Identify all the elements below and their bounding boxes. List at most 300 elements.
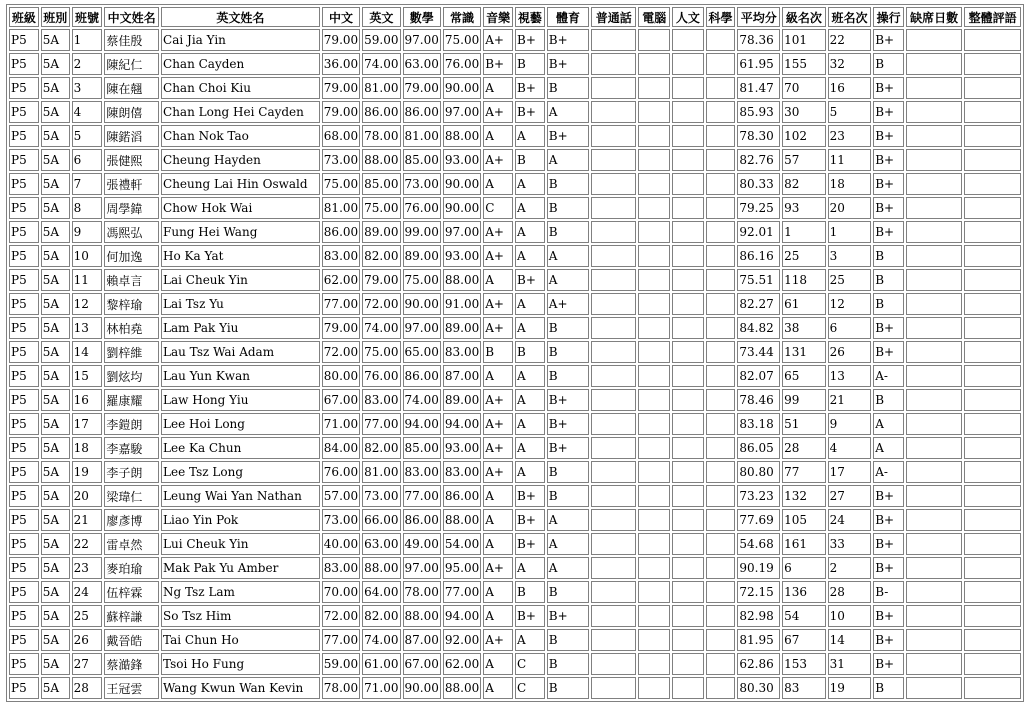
cell-chinese-score: 79.00 bbox=[322, 101, 360, 123]
header-average-score: 平均分 bbox=[737, 7, 780, 27]
cell-overall-comment bbox=[964, 413, 1021, 435]
cell-humanities-grade bbox=[672, 173, 704, 195]
cell-average-score: 82.27 bbox=[737, 293, 780, 315]
cell-absent-days bbox=[906, 317, 962, 339]
cell-class-level: P5 bbox=[9, 221, 39, 243]
cell-class-group: 5A bbox=[41, 221, 70, 243]
cell-putonghua-grade bbox=[591, 77, 636, 99]
cell-class-level: P5 bbox=[9, 341, 39, 363]
cell-english-score: 64.00 bbox=[362, 581, 400, 603]
cell-science-grade bbox=[706, 629, 736, 651]
cell-visual-arts-grade: A bbox=[515, 413, 545, 435]
cell-science-grade bbox=[706, 149, 736, 171]
cell-computer-grade bbox=[638, 77, 670, 99]
cell-absent-days bbox=[906, 533, 962, 555]
cell-chinese-name: 麥珀瑜 bbox=[104, 557, 159, 579]
cell-computer-grade bbox=[638, 677, 670, 699]
cell-general-studies-score: 90.00 bbox=[443, 173, 481, 195]
cell-english-name: Leung Wai Yan Nathan bbox=[161, 485, 320, 507]
cell-computer-grade bbox=[638, 101, 670, 123]
cell-class-number: 22 bbox=[72, 533, 103, 555]
cell-chinese-score: 68.00 bbox=[322, 125, 360, 147]
cell-average-score: 86.16 bbox=[737, 245, 780, 267]
cell-average-score: 62.86 bbox=[737, 653, 780, 675]
cell-pe-grade: B bbox=[547, 77, 589, 99]
cell-science-grade bbox=[706, 485, 736, 507]
cell-average-score: 78.30 bbox=[737, 125, 780, 147]
cell-general-studies-score: 93.00 bbox=[443, 245, 481, 267]
cell-putonghua-grade bbox=[591, 53, 636, 75]
cell-average-score: 90.19 bbox=[737, 557, 780, 579]
cell-english-name: Liao Yin Pok bbox=[161, 509, 320, 531]
cell-class-group: 5A bbox=[41, 413, 70, 435]
cell-class-group: 5A bbox=[41, 365, 70, 387]
cell-general-studies-score: 54.00 bbox=[443, 533, 481, 555]
cell-general-studies-score: 94.00 bbox=[443, 605, 481, 627]
cell-form-rank: 61 bbox=[782, 293, 826, 315]
cell-class-level: P5 bbox=[9, 149, 39, 171]
cell-math-score: 89.00 bbox=[403, 245, 441, 267]
table-row bbox=[9, 317, 1021, 339]
cell-putonghua-grade bbox=[591, 149, 636, 171]
cell-putonghua-grade bbox=[591, 485, 636, 507]
cell-average-score: 86.05 bbox=[737, 437, 780, 459]
cell-putonghua-grade bbox=[591, 29, 636, 51]
cell-pe-grade: A bbox=[547, 269, 589, 291]
cell-visual-arts-grade: A bbox=[515, 245, 545, 267]
cell-general-studies-score: 89.00 bbox=[443, 317, 481, 339]
table-row bbox=[9, 509, 1021, 531]
cell-class-rank: 10 bbox=[828, 605, 872, 627]
cell-class-number: 11 bbox=[72, 269, 103, 291]
cell-english-score: 74.00 bbox=[362, 53, 400, 75]
cell-conduct-grade: B bbox=[873, 53, 904, 75]
cell-humanities-grade bbox=[672, 53, 704, 75]
cell-class-number: 5 bbox=[72, 125, 103, 147]
cell-putonghua-grade bbox=[591, 461, 636, 483]
cell-chinese-name: 戴晉皓 bbox=[104, 629, 159, 651]
cell-music-grade: A bbox=[483, 653, 513, 675]
cell-computer-grade bbox=[638, 29, 670, 51]
cell-chinese-score: 76.00 bbox=[322, 461, 360, 483]
cell-class-number: 25 bbox=[72, 605, 103, 627]
cell-math-score: 90.00 bbox=[403, 293, 441, 315]
cell-science-grade bbox=[706, 365, 736, 387]
cell-class-number: 4 bbox=[72, 101, 103, 123]
cell-chinese-score: 86.00 bbox=[322, 221, 360, 243]
cell-pe-grade: B bbox=[547, 461, 589, 483]
cell-english-score: 82.00 bbox=[362, 605, 400, 627]
cell-general-studies-score: 76.00 bbox=[443, 53, 481, 75]
cell-english-name: Lee Hoi Long bbox=[161, 413, 320, 435]
header-overall-comment: 整體評語 bbox=[964, 7, 1021, 27]
cell-pe-grade: A bbox=[547, 245, 589, 267]
cell-class-level: P5 bbox=[9, 269, 39, 291]
cell-overall-comment bbox=[964, 197, 1021, 219]
cell-visual-arts-grade: B+ bbox=[515, 29, 545, 51]
cell-absent-days bbox=[906, 77, 962, 99]
table-row bbox=[9, 149, 1021, 171]
cell-putonghua-grade bbox=[591, 173, 636, 195]
cell-english-score: 72.00 bbox=[362, 293, 400, 315]
cell-putonghua-grade bbox=[591, 605, 636, 627]
cell-visual-arts-grade: A bbox=[515, 557, 545, 579]
cell-class-group: 5A bbox=[41, 29, 70, 51]
table-row bbox=[9, 197, 1021, 219]
cell-average-score: 72.15 bbox=[737, 581, 780, 603]
cell-computer-grade bbox=[638, 245, 670, 267]
cell-form-rank: 51 bbox=[782, 413, 826, 435]
cell-pe-grade: A bbox=[547, 101, 589, 123]
cell-class-number: 19 bbox=[72, 461, 103, 483]
cell-conduct-grade: A bbox=[873, 437, 904, 459]
cell-chinese-score: 72.00 bbox=[322, 341, 360, 363]
header-form-rank: 級名次 bbox=[782, 7, 826, 27]
cell-absent-days bbox=[906, 53, 962, 75]
cell-average-score: 81.47 bbox=[737, 77, 780, 99]
cell-math-score: 86.00 bbox=[403, 365, 441, 387]
cell-pe-grade: B+ bbox=[547, 125, 589, 147]
cell-class-level: P5 bbox=[9, 293, 39, 315]
cell-english-score: 75.00 bbox=[362, 341, 400, 363]
cell-chinese-name: 張健熙 bbox=[104, 149, 159, 171]
header-english-name: 英文姓名 bbox=[161, 7, 320, 27]
cell-general-studies-score: 92.00 bbox=[443, 629, 481, 651]
cell-class-number: 27 bbox=[72, 653, 103, 675]
cell-humanities-grade bbox=[672, 509, 704, 531]
cell-average-score: 54.68 bbox=[737, 533, 780, 555]
cell-overall-comment bbox=[964, 629, 1021, 651]
cell-overall-comment bbox=[964, 317, 1021, 339]
cell-science-grade bbox=[706, 557, 736, 579]
cell-visual-arts-grade: B+ bbox=[515, 101, 545, 123]
cell-class-level: P5 bbox=[9, 197, 39, 219]
grades-table-container bbox=[6, 4, 1024, 702]
cell-absent-days bbox=[906, 389, 962, 411]
cell-class-level: P5 bbox=[9, 53, 39, 75]
cell-average-score: 81.95 bbox=[737, 629, 780, 651]
cell-class-rank: 16 bbox=[828, 77, 872, 99]
cell-general-studies-score: 93.00 bbox=[443, 437, 481, 459]
cell-music-grade: A+ bbox=[483, 221, 513, 243]
cell-average-score: 82.76 bbox=[737, 149, 780, 171]
cell-class-level: P5 bbox=[9, 125, 39, 147]
cell-class-group: 5A bbox=[41, 101, 70, 123]
cell-class-rank: 17 bbox=[828, 461, 872, 483]
cell-humanities-grade bbox=[672, 197, 704, 219]
cell-math-score: 63.00 bbox=[403, 53, 441, 75]
cell-class-rank: 14 bbox=[828, 629, 872, 651]
cell-average-score: 83.18 bbox=[737, 413, 780, 435]
cell-class-number: 14 bbox=[72, 341, 103, 363]
cell-math-score: 85.00 bbox=[403, 437, 441, 459]
cell-putonghua-grade bbox=[591, 533, 636, 555]
cell-general-studies-score: 62.00 bbox=[443, 653, 481, 675]
cell-pe-grade: B+ bbox=[547, 29, 589, 51]
cell-absent-days bbox=[906, 677, 962, 699]
cell-class-number: 1 bbox=[72, 29, 103, 51]
cell-music-grade: A+ bbox=[483, 413, 513, 435]
cell-putonghua-grade bbox=[591, 197, 636, 219]
cell-average-score: 80.30 bbox=[737, 677, 780, 699]
table-row bbox=[9, 341, 1021, 363]
cell-visual-arts-grade: B bbox=[515, 53, 545, 75]
cell-visual-arts-grade: B+ bbox=[515, 269, 545, 291]
cell-chinese-score: 81.00 bbox=[322, 197, 360, 219]
cell-visual-arts-grade: B+ bbox=[515, 605, 545, 627]
cell-english-score: 83.00 bbox=[362, 389, 400, 411]
cell-english-score: 66.00 bbox=[362, 509, 400, 531]
cell-science-grade bbox=[706, 197, 736, 219]
cell-form-rank: 93 bbox=[782, 197, 826, 219]
cell-general-studies-score: 91.00 bbox=[443, 293, 481, 315]
cell-chinese-score: 67.00 bbox=[322, 389, 360, 411]
cell-humanities-grade bbox=[672, 101, 704, 123]
header-computer-grade: 電腦 bbox=[638, 7, 670, 27]
cell-humanities-grade bbox=[672, 365, 704, 387]
cell-form-rank: 70 bbox=[782, 77, 826, 99]
cell-english-name: Ng Tsz Lam bbox=[161, 581, 320, 603]
cell-humanities-grade bbox=[672, 581, 704, 603]
cell-humanities-grade bbox=[672, 293, 704, 315]
cell-overall-comment bbox=[964, 533, 1021, 555]
cell-english-name: Chow Hok Wai bbox=[161, 197, 320, 219]
cell-putonghua-grade bbox=[591, 101, 636, 123]
cell-music-grade: A+ bbox=[483, 101, 513, 123]
cell-form-rank: 25 bbox=[782, 245, 826, 267]
cell-chinese-name: 雷卓然 bbox=[104, 533, 159, 555]
cell-class-rank: 4 bbox=[828, 437, 872, 459]
cell-chinese-score: 79.00 bbox=[322, 317, 360, 339]
cell-general-studies-score: 97.00 bbox=[443, 101, 481, 123]
cell-overall-comment bbox=[964, 461, 1021, 483]
cell-class-number: 3 bbox=[72, 77, 103, 99]
cell-conduct-grade: B bbox=[873, 389, 904, 411]
cell-chinese-name: 黎梓瑜 bbox=[104, 293, 159, 315]
cell-absent-days bbox=[906, 221, 962, 243]
cell-class-number: 12 bbox=[72, 293, 103, 315]
cell-english-name: Lai Cheuk Yin bbox=[161, 269, 320, 291]
cell-english-score: 82.00 bbox=[362, 245, 400, 267]
cell-absent-days bbox=[906, 413, 962, 435]
cell-class-rank: 23 bbox=[828, 125, 872, 147]
cell-chinese-name: 何加逸 bbox=[104, 245, 159, 267]
cell-class-number: 23 bbox=[72, 557, 103, 579]
cell-conduct-grade: B+ bbox=[873, 341, 904, 363]
cell-english-score: 76.00 bbox=[362, 365, 400, 387]
cell-science-grade bbox=[706, 29, 736, 51]
cell-pe-grade: B bbox=[547, 173, 589, 195]
cell-chinese-score: 70.00 bbox=[322, 581, 360, 603]
cell-computer-grade bbox=[638, 293, 670, 315]
cell-chinese-name: 陳在翹 bbox=[104, 77, 159, 99]
cell-music-grade: A+ bbox=[483, 317, 513, 339]
cell-form-rank: 131 bbox=[782, 341, 826, 363]
cell-chinese-name: 蘇梓謙 bbox=[104, 605, 159, 627]
cell-chinese-score: 73.00 bbox=[322, 149, 360, 171]
cell-humanities-grade bbox=[672, 605, 704, 627]
cell-pe-grade: B bbox=[547, 581, 589, 603]
cell-humanities-grade bbox=[672, 389, 704, 411]
cell-math-score: 87.00 bbox=[403, 629, 441, 651]
cell-pe-grade: B bbox=[547, 221, 589, 243]
cell-putonghua-grade bbox=[591, 581, 636, 603]
cell-math-score: 97.00 bbox=[403, 557, 441, 579]
cell-computer-grade bbox=[638, 269, 670, 291]
cell-form-rank: 6 bbox=[782, 557, 826, 579]
cell-humanities-grade bbox=[672, 245, 704, 267]
cell-math-score: 86.00 bbox=[403, 101, 441, 123]
cell-pe-grade: A bbox=[547, 533, 589, 555]
cell-music-grade: B+ bbox=[483, 53, 513, 75]
grades-table bbox=[6, 4, 1024, 702]
cell-math-score: 86.00 bbox=[403, 509, 441, 531]
table-row bbox=[9, 437, 1021, 459]
cell-average-score: 84.82 bbox=[737, 317, 780, 339]
cell-visual-arts-grade: A bbox=[515, 125, 545, 147]
cell-general-studies-score: 93.00 bbox=[443, 149, 481, 171]
cell-average-score: 73.44 bbox=[737, 341, 780, 363]
cell-english-name: Tai Chun Ho bbox=[161, 629, 320, 651]
cell-pe-grade: B+ bbox=[547, 53, 589, 75]
cell-absent-days bbox=[906, 125, 962, 147]
cell-visual-arts-grade: A bbox=[515, 365, 545, 387]
cell-putonghua-grade bbox=[591, 677, 636, 699]
table-row bbox=[9, 413, 1021, 435]
cell-absent-days bbox=[906, 485, 962, 507]
cell-computer-grade bbox=[638, 629, 670, 651]
cell-form-rank: 1 bbox=[782, 221, 826, 243]
cell-class-group: 5A bbox=[41, 53, 70, 75]
table-row bbox=[9, 533, 1021, 555]
table-header bbox=[9, 7, 1021, 27]
cell-science-grade bbox=[706, 389, 736, 411]
cell-science-grade bbox=[706, 437, 736, 459]
cell-conduct-grade: B+ bbox=[873, 29, 904, 51]
cell-visual-arts-grade: B+ bbox=[515, 509, 545, 531]
cell-visual-arts-grade: A bbox=[515, 461, 545, 483]
cell-computer-grade bbox=[638, 533, 670, 555]
cell-conduct-grade: B+ bbox=[873, 533, 904, 555]
table-row bbox=[9, 125, 1021, 147]
cell-average-score: 82.07 bbox=[737, 365, 780, 387]
header-humanities-grade: 人文 bbox=[672, 7, 704, 27]
cell-chinese-name: 廖彥博 bbox=[104, 509, 159, 531]
table-row bbox=[9, 677, 1021, 699]
cell-science-grade bbox=[706, 677, 736, 699]
cell-conduct-grade: B+ bbox=[873, 653, 904, 675]
cell-class-rank: 24 bbox=[828, 509, 872, 531]
cell-general-studies-score: 95.00 bbox=[443, 557, 481, 579]
cell-english-name: Chan Cayden bbox=[161, 53, 320, 75]
cell-pe-grade: B+ bbox=[547, 437, 589, 459]
cell-english-name: Tsoi Ho Fung bbox=[161, 653, 320, 675]
cell-overall-comment bbox=[964, 269, 1021, 291]
cell-class-number: 9 bbox=[72, 221, 103, 243]
cell-humanities-grade bbox=[672, 269, 704, 291]
cell-english-name: Cheung Hayden bbox=[161, 149, 320, 171]
cell-putonghua-grade bbox=[591, 221, 636, 243]
cell-visual-arts-grade: C bbox=[515, 653, 545, 675]
cell-visual-arts-grade: A bbox=[515, 629, 545, 651]
cell-math-score: 81.00 bbox=[403, 125, 441, 147]
cell-conduct-grade: B+ bbox=[873, 629, 904, 651]
cell-math-score: 79.00 bbox=[403, 77, 441, 99]
cell-music-grade: A bbox=[483, 485, 513, 507]
table-row bbox=[9, 29, 1021, 51]
table-row bbox=[9, 269, 1021, 291]
cell-putonghua-grade bbox=[591, 557, 636, 579]
cell-visual-arts-grade: B bbox=[515, 341, 545, 363]
cell-class-group: 5A bbox=[41, 653, 70, 675]
cell-class-level: P5 bbox=[9, 509, 39, 531]
cell-science-grade bbox=[706, 269, 736, 291]
cell-general-studies-score: 88.00 bbox=[443, 509, 481, 531]
cell-computer-grade bbox=[638, 485, 670, 507]
cell-class-level: P5 bbox=[9, 77, 39, 99]
cell-class-level: P5 bbox=[9, 629, 39, 651]
cell-general-studies-score: 90.00 bbox=[443, 197, 481, 219]
table-row bbox=[9, 485, 1021, 507]
cell-average-score: 75.51 bbox=[737, 269, 780, 291]
header-conduct-grade: 操行 bbox=[873, 7, 904, 27]
cell-absent-days bbox=[906, 653, 962, 675]
cell-class-level: P5 bbox=[9, 317, 39, 339]
cell-chinese-score: 79.00 bbox=[322, 77, 360, 99]
cell-putonghua-grade bbox=[591, 341, 636, 363]
cell-class-group: 5A bbox=[41, 461, 70, 483]
cell-music-grade: A bbox=[483, 509, 513, 531]
cell-absent-days bbox=[906, 629, 962, 651]
cell-music-grade: A+ bbox=[483, 557, 513, 579]
table-row bbox=[9, 557, 1021, 579]
cell-class-number: 17 bbox=[72, 413, 103, 435]
cell-english-name: Chan Long Hei Cayden bbox=[161, 101, 320, 123]
cell-average-score: 82.98 bbox=[737, 605, 780, 627]
cell-music-grade: A bbox=[483, 581, 513, 603]
cell-english-score: 88.00 bbox=[362, 149, 400, 171]
cell-chinese-name: 李子朗 bbox=[104, 461, 159, 483]
cell-general-studies-score: 83.00 bbox=[443, 341, 481, 363]
header-math-score: 數學 bbox=[403, 7, 441, 27]
cell-pe-grade: B bbox=[547, 365, 589, 387]
cell-science-grade bbox=[706, 341, 736, 363]
cell-pe-grade: B+ bbox=[547, 605, 589, 627]
cell-average-score: 80.33 bbox=[737, 173, 780, 195]
cell-overall-comment bbox=[964, 365, 1021, 387]
header-music-grade: 音樂 bbox=[483, 7, 513, 27]
cell-putonghua-grade bbox=[591, 317, 636, 339]
cell-computer-grade bbox=[638, 605, 670, 627]
cell-putonghua-grade bbox=[591, 437, 636, 459]
cell-chinese-name: 王冠雲 bbox=[104, 677, 159, 699]
cell-computer-grade bbox=[638, 509, 670, 531]
cell-computer-grade bbox=[638, 437, 670, 459]
cell-science-grade bbox=[706, 77, 736, 99]
cell-form-rank: 132 bbox=[782, 485, 826, 507]
cell-overall-comment bbox=[964, 173, 1021, 195]
cell-absent-days bbox=[906, 605, 962, 627]
cell-science-grade bbox=[706, 293, 736, 315]
cell-visual-arts-grade: A bbox=[515, 317, 545, 339]
cell-class-group: 5A bbox=[41, 485, 70, 507]
cell-pe-grade: B bbox=[547, 317, 589, 339]
cell-chinese-score: 72.00 bbox=[322, 605, 360, 627]
cell-class-number: 28 bbox=[72, 677, 103, 699]
cell-visual-arts-grade: A bbox=[515, 221, 545, 243]
cell-computer-grade bbox=[638, 125, 670, 147]
cell-computer-grade bbox=[638, 173, 670, 195]
